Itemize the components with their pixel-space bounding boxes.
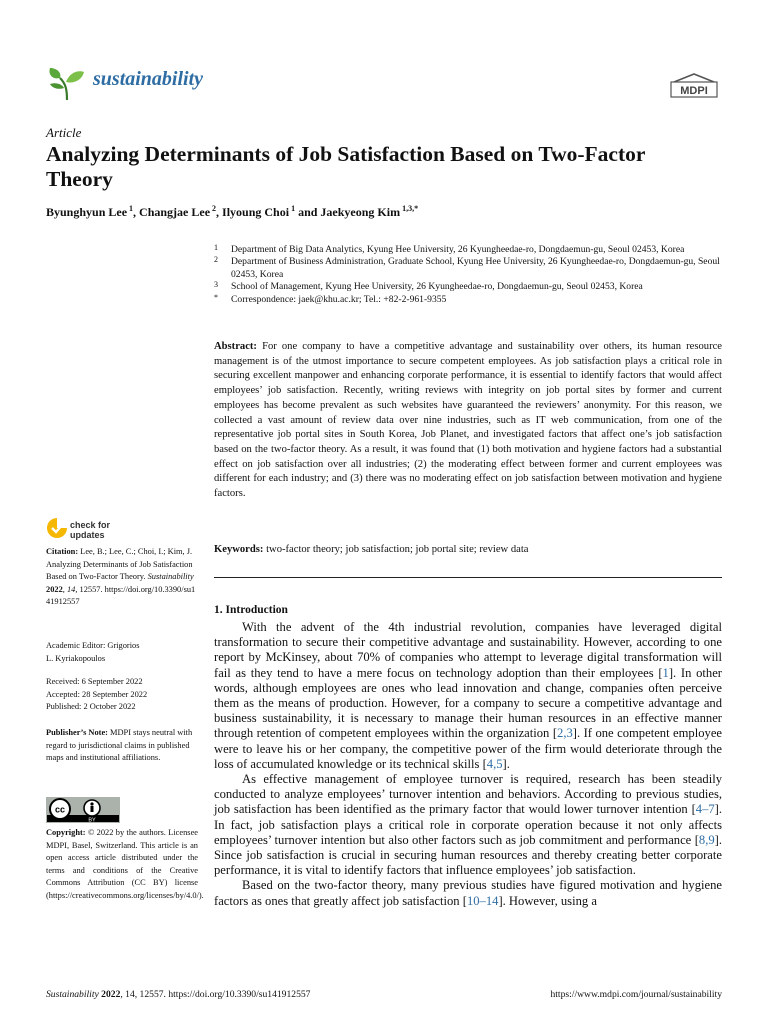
editor-name: L. Kyriakopoulos <box>46 653 106 663</box>
affiliation-item <box>211 256 731 281</box>
body-text-run: ]. If one competent employee were to leave his or her company, the competitive power of the firm would deteriorate through the loss of accumulated knowledge or its technical skills [ <box>214 726 723 771</box>
mdpi-logo-icon <box>668 72 720 100</box>
check-for-updates-line2: updates <box>70 530 105 540</box>
footer-year: 2022 <box>101 989 121 1000</box>
date-accepted: Accepted: 28 September 2022 <box>46 689 148 699</box>
author-list <box>46 204 418 220</box>
section-heading: 1. Introduction <box>214 604 288 616</box>
citation-link[interactable]: 2,3 <box>557 726 573 741</box>
citation-link[interactable]: 8,9 <box>698 832 715 847</box>
author-separator: and <box>295 205 321 219</box>
keywords-text: two-factor theory; job satisfaction; job portal site; review data <box>266 544 529 555</box>
publication-dates <box>46 676 198 714</box>
affiliation-item <box>211 281 731 293</box>
footer-url[interactable]: https://www.mdpi.com/journal/sustainability <box>550 989 722 1000</box>
affiliations <box>211 244 731 306</box>
introduction-body <box>214 620 722 909</box>
body-text-run: As effective management of employee turnover is required, research has been steadily conducted to analyze employees’ turnover intention and behaviors. According to previous studies, job satisfaction has been identified as the primary factor that would lower turnover intention [ <box>214 772 722 817</box>
publishers-note-text: MDPI stays neutral with regard to jurisdictional claims in published maps and institutional affiliations. <box>46 728 193 763</box>
keywords-label: Keywords: <box>214 544 264 555</box>
check-for-updates-icon[interactable] <box>46 517 68 541</box>
journal-name: sustainability <box>93 68 204 90</box>
article-type: Article <box>46 125 82 140</box>
citation-year: 2022 <box>46 584 63 594</box>
date-published: Published: 2 October 2022 <box>46 702 136 712</box>
abstract <box>214 340 722 502</box>
copyright <box>46 827 204 903</box>
body-paragraph <box>214 772 722 878</box>
abstract-label: Abstract: <box>214 341 257 352</box>
citation-text: Lee, B.; Lee, C.; Choi, I.; Kim, J. Analyzing Determinants of Job Satisfaction Based on Two-Factor Theory. <box>46 547 193 582</box>
publisher-name: MDPI <box>680 85 708 97</box>
date-received: Received: 6 September 2022 <box>46 677 143 686</box>
abstract-text: For one company to have a competitive advantage and sustainability over others, its human resource management is of the utmost importance to secure competent employees. As job satisfaction plays a critical role in securing excellent manpower and enhancing corporate performance, it is essential to identify factors that would affect employees’ job satisfaction. Recently, writing reviews with integrity on job portal sites by former and current employees has become prevalent as such websites have guaranteed the reviewers’ anonymity. For this reason, we collected a vast amount of review data over nine industries, such as IT web communication, from one of the representative job portal sites in South Korea, Job Planet, and investigated factors that affect one’s job satisfaction based on the two-factor theory. As a result, it was found that (1) both motivation and hygiene factors had a substantial effect on job satisfaction over all industries; (2) the moderating effect between former and current employees was different for each industry; and (3) there was no moderating effect on job satisfaction between motivation and hygiene factors. <box>214 341 723 500</box>
paper-title: Analyzing Determinants of Job Satisfaction Based on Two-Factor Theory <box>46 142 646 191</box>
author-name: Changjae Lee <box>139 205 211 219</box>
author-affiliation-mark: 1,3,* <box>400 204 419 213</box>
citation-link[interactable]: 1 <box>662 665 669 680</box>
affiliation-text: Department of Big Data Analytics, Kyung Hee University, 26 Kyungheedae-ro, Dongdaemun-gu, Seoul 02453, Korea <box>231 244 685 255</box>
section-divider <box>214 577 722 578</box>
journal-logo-leaf-icon <box>46 62 88 102</box>
creative-commons-by-badge-icon[interactable] <box>46 797 120 823</box>
cc-by-label: BY <box>88 817 96 823</box>
affiliation-item <box>211 294 731 306</box>
author-affiliation-mark: 1 <box>289 204 296 213</box>
body-paragraph <box>214 620 722 772</box>
affiliation-number: 3 <box>214 280 218 290</box>
author-separator: , <box>133 205 140 219</box>
editor-label: Academic Editor: Grigorios <box>46 641 140 650</box>
affiliation-text: Department of Business Administration, Graduate School, Kyung Hee University, 26 Kyungheedae-ro, Dongdaemun-gu, Seoul 02453, Korea <box>231 256 720 280</box>
citation-link[interactable]: 10–14 <box>466 893 499 908</box>
affiliation-text: Correspondence: jaek@khu.ac.kr; Tel.: +82-2-961-9355 <box>231 293 447 305</box>
author-name: Ilyoung Choi <box>222 205 290 219</box>
check-for-updates-line1: check for <box>70 520 111 530</box>
copyright-label: Copyright: <box>46 828 86 837</box>
footer-citation <box>46 989 310 1000</box>
body-text-run: Based on the two-factor theory, many previous studies have figured motivation and hygiene factors as ones that greatly affect job satisfaction [ <box>214 878 722 908</box>
body-text-run: ]. However, using a <box>498 893 597 908</box>
citation-doi-link[interactable]: https://doi.org/10.3390/su141912557 <box>46 584 196 607</box>
academic-editor <box>46 640 198 665</box>
citation-journal: Sustainability <box>147 572 194 582</box>
keywords <box>214 544 722 555</box>
body-paragraph <box>214 878 722 908</box>
author-affiliation-mark: 1 <box>127 204 134 213</box>
author-affiliation-mark: 2 <box>210 204 217 213</box>
citation-pages: , 12557. <box>75 584 103 594</box>
citation-link[interactable]: 4–7 <box>695 802 715 817</box>
body-text-run: ]. In other words, although employees are ones who lead innovation and change, companies often perceive them as the means of production. However, for a company to secure a competitive advantage and business sustainability, it is necessary to manage their human resources in an effective manner through retention of competent employees within the organization [ <box>214 665 723 741</box>
svg-text:cc: cc <box>54 804 66 815</box>
body-text-run: ]. <box>502 756 510 771</box>
check-for-updates[interactable] <box>70 520 110 540</box>
footer-rest: , 14, 12557. https://doi.org/10.3390/su141912557 <box>120 989 311 1000</box>
citation: Citation: Lee, B.; Lee, C.; Choi, I.; Kim, J. Analyzing Determinants of Job Satisfaction Based on Two-Factor Theory. Sustainability 2022, 14, 12557. https://doi.org/10.3390/su141912557 <box>46 547 196 607</box>
citation-label: Citation: <box>46 547 79 556</box>
footer-journal: Sustainability <box>46 989 99 1000</box>
author-name: Byunghyun Lee <box>46 205 128 219</box>
publishers-note-label: Publisher’s Note: <box>46 728 108 737</box>
body-text-run: With the advent of the 4th industrial revolution, companies have leveraged digital transformation to secure their competitive advantage and sustainability. However, according to one report by McKinsey, about 70% of companies who attempt to leverage digital transformation will fail as they tend to have a mere focus on technology adoption than their employees [ <box>214 620 722 680</box>
author-name: Jaekyeong Kim <box>320 205 401 219</box>
author-separator: , <box>216 205 223 219</box>
affiliation-number: 1 <box>214 243 218 252</box>
copyright-text: © 2022 by the authors. Licensee MDPI, Basel, Switzerland. This article is an open access article distributed under the terms and conditions of the Creative Commons Attribution (CC BY) license (https://creativecommons.org/licenses/by/4.0/). <box>46 828 204 900</box>
affiliation-number: * <box>214 292 218 302</box>
body-text-run: ]. In fact, job satisfaction plays a critical role in corporate operation because it not only affects employees’ turnover intention but also other factors such as job commitment and performance [ <box>214 802 722 847</box>
affiliation-text: School of Management, Kyung Hee University, 26 Kyungheedae-ro, Dongdaemun-gu, Seoul 02453, Korea <box>231 281 643 293</box>
publishers-note <box>46 727 198 765</box>
body-text-run: ]. Since job satisfaction is crucial in securing human resources and thereby creating better corporate performance, it is vital to identify factors that influence employees’ job satisfaction. <box>214 832 722 878</box>
citation-link[interactable]: 4,5 <box>486 756 503 771</box>
affiliation-number: 2 <box>214 255 218 265</box>
citation-volume: 14 <box>66 584 76 594</box>
affiliation-item <box>211 244 731 256</box>
